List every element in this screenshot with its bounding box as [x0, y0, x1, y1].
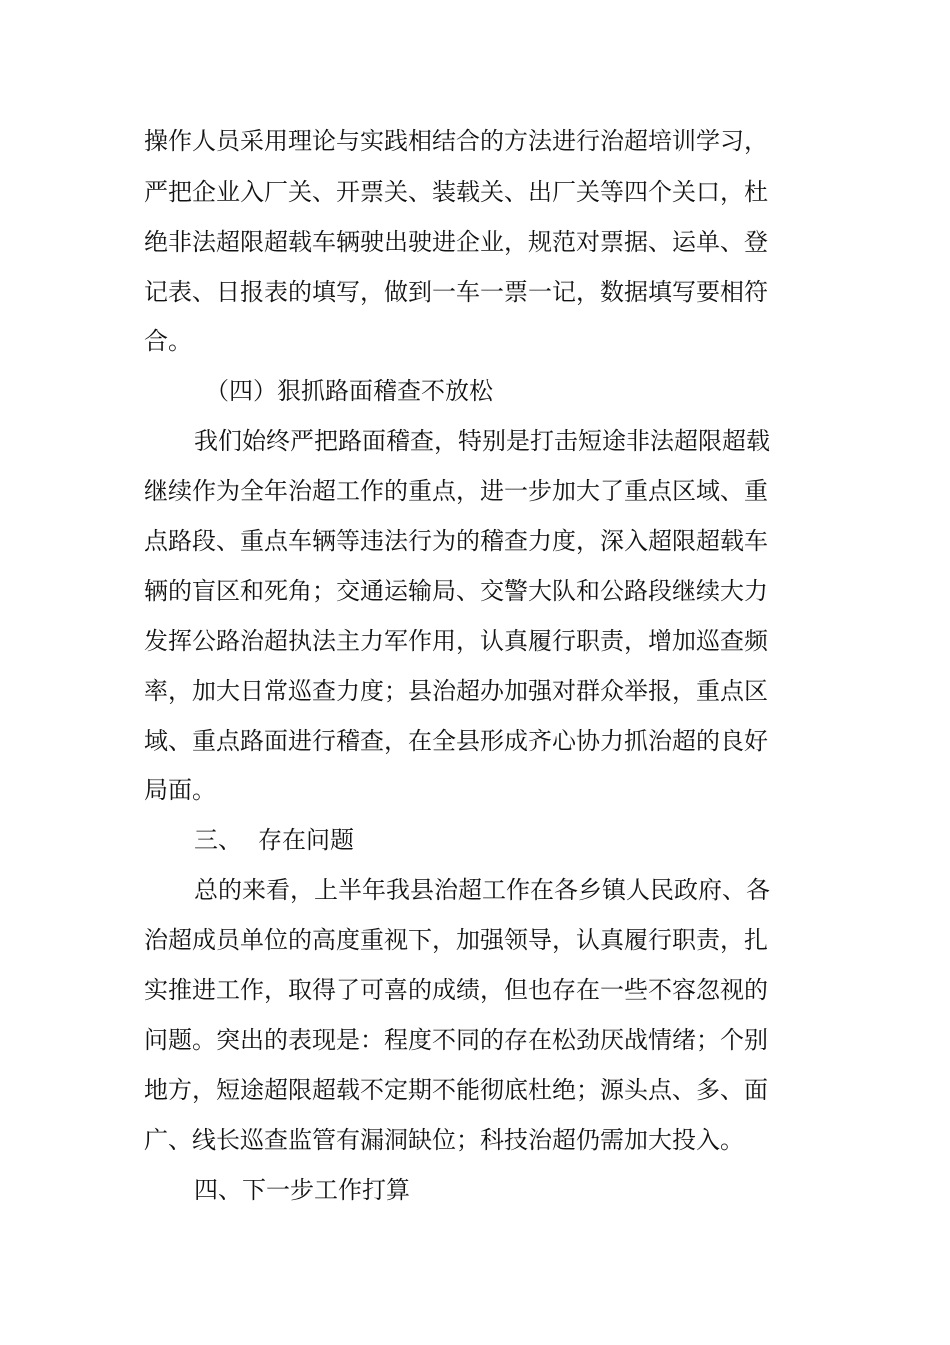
paragraph-line: 局面。 — [144, 776, 216, 804]
paragraph-line: 点路段、重点车辆等违法行为的稽查力度，深入超限超载车 — [144, 527, 768, 555]
section-heading — [194, 825, 354, 855]
paragraph-line: 总的来看，上半年我县治超工作在各乡镇人民政府、各 — [194, 876, 770, 904]
paragraph-line: 绝非法超限超载车辆驶出驶进企业，规范对票据、运单、登 — [144, 228, 768, 256]
paragraph-line: 记表、日报表的填写，做到一车一票一记，数据填写要相符 — [144, 278, 768, 306]
section-heading: （四）狠抓路面稽查不放松 — [205, 377, 493, 405]
paragraph-line: 域、重点路面进行稽查，在全县形成齐心协力抓治超的良好 — [144, 727, 768, 755]
section-number: 三、 — [194, 826, 242, 854]
paragraph-line: 我们始终严把路面稽查，特别是打击短途非法超限超载 — [194, 427, 770, 455]
paragraph-line: 合。 — [144, 327, 192, 355]
paragraph-line: 治超成员单位的高度重视下，加强领导，认真履行职责，扎 — [144, 926, 768, 954]
paragraph-line: 继续作为全年治超工作的重点，进一步加大了重点区域、重 — [144, 477, 768, 505]
paragraph-line: 严把企业入厂关、开票关、装载关、出厂关等四个关口，杜 — [144, 178, 768, 206]
section-heading: 四、下一步工作打算 — [194, 1176, 410, 1204]
paragraph-line: 问题。突出的表现是：程度不同的存在松劲厌战情绪；个别 — [144, 1026, 768, 1054]
paragraph-line: 操作人员采用理论与实践相结合的方法进行治超培训学习， — [144, 127, 768, 155]
paragraph-line: 实推进工作，取得了可喜的成绩，但也存在一些不容忽视的 — [144, 976, 768, 1004]
paragraph-line: 地方，短途超限超载不定期不能彻底杜绝；源头点、多、面 — [144, 1076, 768, 1104]
paragraph-line: 辆的盲区和死角；交通运输局、交警大队和公路段继续大力 — [144, 577, 768, 605]
paragraph-line: 率，加大日常巡查力度；县治超办加强对群众举报，重点区 — [144, 677, 768, 705]
section-title: 存在问题 — [258, 826, 354, 854]
paragraph-line: 发挥公路治超执法主力军作用，认真履行职责，增加巡查频 — [144, 627, 768, 655]
paragraph-line: 广、线长巡查监管有漏洞缺位；科技治超仍需加大投入。 — [144, 1126, 744, 1154]
